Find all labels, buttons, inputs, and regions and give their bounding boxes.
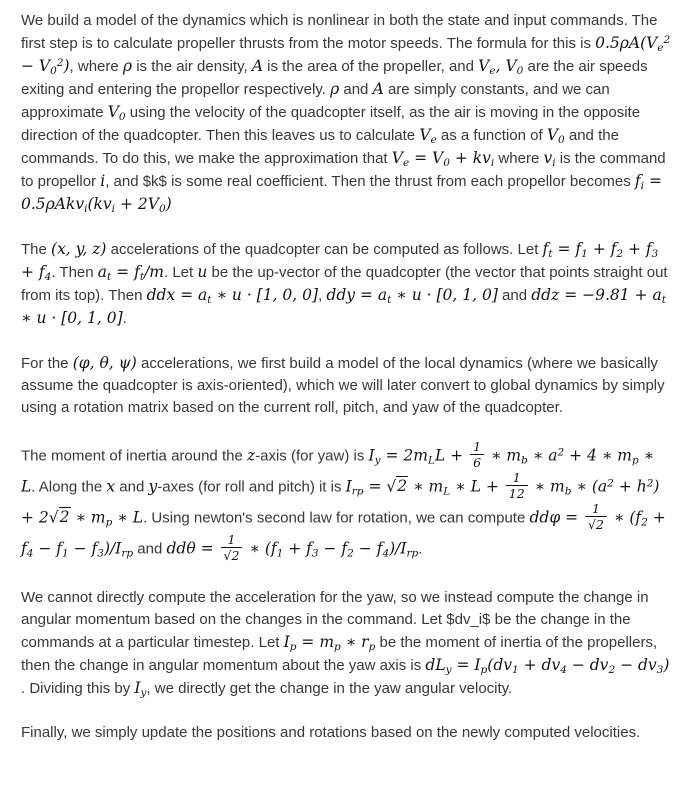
math-run: − dv <box>566 656 609 674</box>
math-run: = I <box>451 656 481 674</box>
math-subscript: y <box>140 687 147 699</box>
math-run: ∗ u · [0, 1, 0] <box>391 286 498 304</box>
text-run: . <box>418 540 423 558</box>
math-run: ddθ = <box>166 539 219 558</box>
math-run: ddφ = <box>529 508 584 527</box>
text-run: , we directly get the change in the yaw angular velocity. <box>146 680 513 697</box>
fraction-numerator: 1 <box>592 501 600 516</box>
math-subscript: e <box>657 42 664 54</box>
math-fraction <box>585 501 607 532</box>
math-subscript: rp <box>406 547 419 560</box>
math-run: ) + 2 <box>21 477 665 527</box>
text-run: . Using newton's second law for rotation, we can compute <box>143 509 530 527</box>
paragraph <box>21 10 676 216</box>
math-run: (φ, θ, ψ) <box>72 354 137 372</box>
math-subscript: p <box>105 516 113 529</box>
text-run: and <box>133 540 167 558</box>
text-run: . Along the <box>31 478 107 496</box>
text-run: We cannot directly compute the acceleration for the yaw, so we instead compute the change in angular momentum based on the changes in the command. Let $dv_i$ be the change in the commands at a particular timestep. Let <box>21 589 649 651</box>
math-run: L + <box>434 446 469 465</box>
math-subscript: i <box>84 203 88 215</box>
math-subscript: rp <box>351 485 364 498</box>
math-subscript: p <box>334 641 341 653</box>
text-run: be the up-vector of the quadcopter (the vector that points straight out from its top). Then <box>21 264 668 304</box>
math-subscript: 4 <box>382 547 390 560</box>
math-run: I <box>283 633 290 651</box>
math-run: V <box>478 57 490 75</box>
radicand: 2 <box>397 477 408 496</box>
text-run: -axis (for yaw) is <box>255 447 369 465</box>
math-run: − f <box>68 539 98 558</box>
math-run: , V <box>495 57 517 75</box>
math-subscript: e <box>489 65 496 77</box>
math-run: + 4 ∗ m <box>564 446 632 465</box>
math-superscript: 2 <box>607 477 614 490</box>
math-subscript: 1 <box>581 248 588 260</box>
text-run: , <box>318 287 327 304</box>
document-body <box>21 10 676 744</box>
math-run: ) <box>165 195 172 213</box>
math-run: i <box>100 172 106 190</box>
text-run: The moment of inertia around the <box>21 447 247 465</box>
math-superscript: 2 <box>663 34 671 46</box>
math-subscript: 4 <box>560 664 567 676</box>
math-run: − f <box>353 539 383 558</box>
math-subscript: 0 <box>158 203 166 215</box>
fraction-numerator: 1 <box>227 532 236 547</box>
math-run: y <box>148 477 158 496</box>
math-run: x <box>106 477 116 496</box>
math-subscript: 3 <box>656 664 664 676</box>
text-run: , where <box>69 58 123 75</box>
math-subscript: i <box>552 157 556 169</box>
math-run: (kv <box>87 195 112 213</box>
math-run: z <box>246 446 256 465</box>
math-subscript: 2 <box>641 516 648 529</box>
math-run: I <box>345 477 352 496</box>
text-run: accelerations of the quadcopter can be computed as follows. Let <box>106 241 543 258</box>
math-run: ∗ m <box>70 508 106 527</box>
text-run: . Let <box>163 264 198 281</box>
math-run: + kv <box>449 149 491 167</box>
math-subscript: t <box>107 271 112 283</box>
math-subscript: 2 <box>608 664 616 676</box>
text-run: where <box>494 150 544 167</box>
math-run: 0.5ρA(V <box>595 34 658 52</box>
math-run: (dv <box>487 656 513 674</box>
math-run: V <box>419 126 431 144</box>
math-run: ∗ (f <box>244 539 277 558</box>
math-run: + f <box>623 240 652 258</box>
math-run: v <box>543 149 553 167</box>
paragraph <box>21 441 672 565</box>
text-run: is the air density, <box>132 58 252 75</box>
math-run: − dv <box>615 656 657 674</box>
math-run: ∗ (f <box>608 508 642 527</box>
math-run: )/I <box>103 539 122 558</box>
math-subscript: 4 <box>26 547 34 560</box>
math-run: + f <box>587 240 617 258</box>
text-run: are simply constants, and we can approximate <box>21 81 610 121</box>
text-run: For the <box>21 355 73 372</box>
math-subscript: t <box>548 248 553 260</box>
math-superscript: 2 <box>646 477 654 490</box>
math-subscript: t <box>207 294 212 306</box>
math-run: = <box>363 477 387 496</box>
math-subscript: 0 <box>516 65 524 77</box>
text-run: Finally, we simply update the positions and rotations based on the newly computed velocities. <box>21 724 641 741</box>
math-subscript: 1 <box>62 547 69 560</box>
math-subscript: i <box>490 157 495 169</box>
math-subscript: 3 <box>651 248 659 260</box>
math-subscript: 2 <box>616 248 624 260</box>
math-fraction <box>221 532 243 563</box>
text-run: be the moment of inertia of the propellers, then the change in angular momentum about the yaw axis is <box>21 634 658 674</box>
math-run: + f <box>21 508 671 558</box>
math-run: ρ <box>330 80 340 98</box>
math-subscript: t <box>661 294 666 306</box>
text-run: is the command to propellor <box>21 150 666 190</box>
fraction-numerator: 1 <box>473 439 482 454</box>
math-run: A <box>251 57 264 75</box>
math-subscript: p <box>480 664 488 676</box>
math-subscript: 0 <box>558 134 565 146</box>
math-subscript: 3 <box>97 547 104 560</box>
math-subscript: t <box>139 271 145 283</box>
text-run: is the area of the propeller, and <box>263 58 479 75</box>
math-run: − f <box>33 539 63 558</box>
math-run: I <box>134 679 141 697</box>
math-fraction <box>506 470 528 501</box>
math-subscript: p <box>289 641 297 653</box>
math-subscript: 2 <box>347 547 354 560</box>
paragraph <box>21 352 672 419</box>
math-run: = 2m <box>380 446 428 465</box>
sqrt-radical: √2 <box>48 508 70 527</box>
math-run: I <box>368 446 375 465</box>
math-run: ) <box>663 656 670 674</box>
text-run: are the air speeds exiting and entering the propellor respectively. <box>21 58 648 98</box>
math-run: ddx = a <box>146 286 208 304</box>
math-run: )/I <box>389 539 407 558</box>
math-run: /m <box>144 263 164 281</box>
sqrt-radical: √2 <box>386 477 408 496</box>
math-subscript: b <box>521 454 528 467</box>
text-run: using the velocity of the quadcopter itself, as the air is moving in the opposite direction of the quadcopter. Then this leaves us to calculate <box>21 104 641 144</box>
math-subscript: i <box>640 180 645 192</box>
fraction-numerator: 1 <box>512 470 521 485</box>
math-subscript: L <box>443 485 451 498</box>
math-run: = f <box>111 263 140 281</box>
text-run: -axes (for roll and pitch) it is <box>157 478 346 496</box>
math-run: ∗ (a <box>571 477 608 496</box>
math-run: (x, y, z) <box>51 240 107 258</box>
math-fraction <box>470 439 484 470</box>
math-run: ∗ u · [0, 1, 0] <box>21 286 671 327</box>
math-run: ∗ L <box>21 446 660 496</box>
paragraph <box>21 587 672 700</box>
math-subscript: e <box>430 134 437 146</box>
fraction-denominator: √2 <box>585 516 607 532</box>
text-run: . Dividing this by <box>21 680 135 697</box>
math-subscript: e <box>402 157 410 169</box>
math-subscript: 1 <box>276 547 284 560</box>
math-run: + dv <box>518 656 561 674</box>
math-run: = f <box>552 240 582 258</box>
math-subscript: t <box>387 294 392 306</box>
math-run: f <box>542 240 549 258</box>
math-run: + f <box>283 539 312 558</box>
paragraph <box>21 722 672 744</box>
math-subscript: b <box>564 485 572 498</box>
math-subscript: 3 <box>311 547 319 560</box>
math-run: ∗ u · [1, 0, 0] <box>211 286 319 304</box>
math-run: dL <box>425 656 446 674</box>
math-run: ∗ a <box>527 446 558 465</box>
math-run: = 0.5ρAkv <box>21 172 667 213</box>
text-run: . Then <box>51 264 98 281</box>
text-run: as a function of <box>436 127 547 144</box>
math-run: u <box>197 263 208 281</box>
math-subscript: y <box>445 664 452 676</box>
fraction-denominator: 12 <box>506 485 528 501</box>
math-run: V <box>546 126 559 144</box>
math-superscript: 2 <box>557 446 565 459</box>
math-run: ddz = −9.81 + a <box>531 286 662 304</box>
math-subscript: 1 <box>512 664 519 676</box>
math-subscript: p <box>368 641 376 653</box>
math-subscript: rp <box>121 547 134 560</box>
math-subscript: 0 <box>443 157 450 169</box>
text-run: , and $k$ is some real coefficient. Then the thrust from each propellor becomes <box>105 173 635 190</box>
math-run: V <box>107 103 119 121</box>
math-subscript: p <box>631 454 639 467</box>
math-run: ∗ m <box>529 477 565 496</box>
math-run: ∗ r <box>340 633 369 651</box>
math-run: = V <box>409 149 444 167</box>
math-run: ∗ L <box>112 508 144 527</box>
text-run: We build a model of the dynamics which is nonlinear in both the state and input commands. The first step is to calculate propeller thrusts from the motor speeds. The formula for this is <box>21 12 658 52</box>
text-run: and <box>115 478 149 496</box>
radicand: 2 <box>59 508 70 527</box>
math-subscript: 4 <box>44 271 52 283</box>
math-run: = m <box>296 633 335 651</box>
text-run: accelerations, we first build a model of the local dynamics (where we basically assume the quadcopter is axis-oriented), which we will later convert to global dynamics by simply using a rotation matrix based on the current roll, pitch, and yaw of the quadcopter. <box>21 355 665 416</box>
math-run: + h <box>613 477 647 496</box>
math-run: f <box>634 172 641 190</box>
math-superscript: 2 <box>56 57 64 69</box>
text-run: and the commands. To do this, we make the approximation that <box>21 127 619 167</box>
fraction-denominator: 6 <box>470 454 484 470</box>
math-run: + f <box>21 240 664 281</box>
math-run: A <box>372 80 384 98</box>
math-run: ∗ m <box>486 446 522 465</box>
math-subscript: 0 <box>118 111 126 123</box>
math-run: ρ <box>122 57 133 75</box>
text-run: The <box>21 241 52 258</box>
math-subscript: 0 <box>50 65 57 77</box>
math-subscript: y <box>374 454 381 467</box>
math-run: V <box>391 149 403 167</box>
math-run: + 2V <box>115 195 159 213</box>
text-run: and <box>339 81 373 98</box>
math-run: − V <box>21 34 676 75</box>
math-subscript: i <box>111 203 116 215</box>
paragraph <box>21 238 672 330</box>
fraction-denominator: √2 <box>221 547 243 563</box>
math-subscript: L <box>427 454 435 467</box>
math-run: − f <box>318 539 348 558</box>
text-run: . <box>122 310 127 327</box>
math-run: ∗ m <box>408 477 444 496</box>
math-run: ) <box>63 57 70 75</box>
math-run: a <box>97 263 108 281</box>
text-run: and <box>497 287 532 304</box>
math-run: ddy = a <box>326 286 388 304</box>
math-run: ∗ L + <box>450 477 504 496</box>
